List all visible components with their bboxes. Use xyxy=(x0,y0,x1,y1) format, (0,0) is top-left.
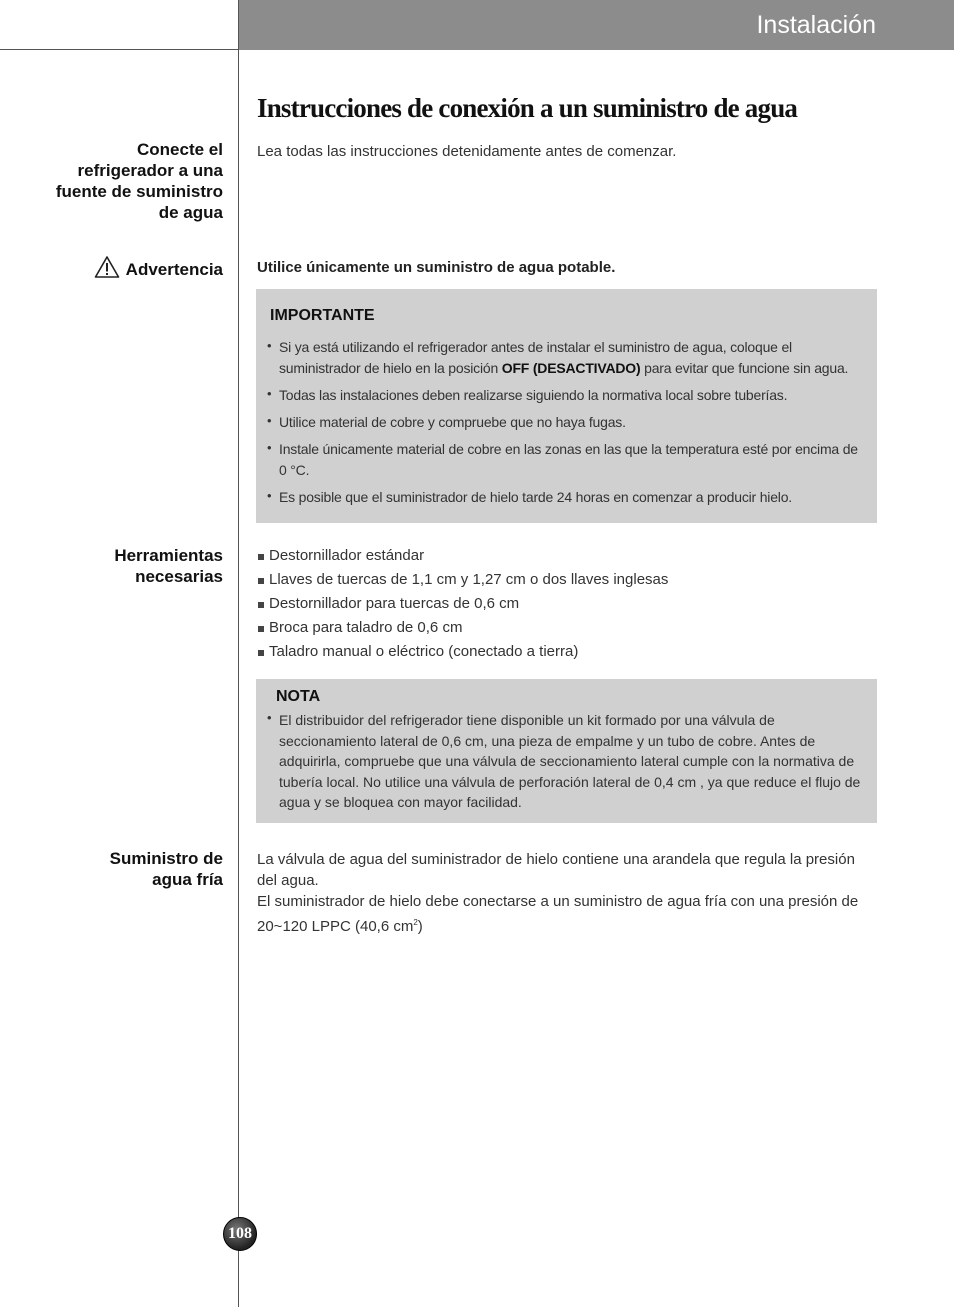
list-item: • Todas las instalaciones deben realizarse siguiendo la normativa local sobre tuberías. xyxy=(267,385,867,406)
list-item: Taladro manual o eléctrico (conectado a tierra) xyxy=(257,640,877,664)
important-box xyxy=(256,289,877,523)
side-label-warning xyxy=(94,255,223,284)
side-label-cold-water: Suministro de agua fría xyxy=(109,849,223,889)
warning-triangle-icon xyxy=(94,255,120,284)
list-item: Destornillador estándar xyxy=(257,544,877,568)
list-item: • Utilice material de cobre y compruebe que no haya fugas. xyxy=(267,412,867,433)
list-item: Destornillador para tuercas de 0,6 cm xyxy=(257,592,877,616)
cold-water-para1: La válvula de agua del suministrador de hielo contiene una arandela que regula la presión del agua. xyxy=(257,851,855,889)
list-item: • Instale únicamente material de cobre en las zonas en las que la temperatura esté por encima de 0 °C. xyxy=(267,439,867,481)
note-title: NOTA xyxy=(276,688,321,705)
list-item: Broca para taladro de 0,6 cm xyxy=(257,616,877,640)
page-title: Instrucciones de conexión a un suministro de agua xyxy=(257,93,798,123)
note-list xyxy=(267,710,865,813)
header-bar xyxy=(238,0,954,50)
section-title: Instalación xyxy=(756,11,876,39)
list-item: • Si ya está utilizando el refrigerador antes de instalar el suministro de agua, coloque el suministrador de hielo en la posición OFF (DESACTIVADO) para evitar que funcione sin agua. xyxy=(267,337,867,379)
cold-water-text xyxy=(257,849,867,937)
side-label-tools: Herramientas necesarias xyxy=(114,546,223,586)
intro-text: Lea todas las instrucciones detenidamente antes de comenzar. xyxy=(257,143,677,160)
cold-water-para2: El suministrador de hielo debe conectarse a un suministro de agua fría con una presión de 20~120 LPPC (40,6 $cm^2$) xyxy=(257,893,859,935)
important-list xyxy=(267,337,867,508)
tools-list xyxy=(257,544,877,664)
column-divider xyxy=(238,0,239,1307)
list-item: • Es posible que el suministrador de hielo tarde 24 horas en comenzar a producir hielo. xyxy=(267,487,867,508)
list-item: • El distribuidor del refrigerador tiene disponible un kit formado por una válvula de seccionamiento lateral de 0,6 cm, una pieza de empalme y un tubo de cobre. Antes de adquirirla, compruebe que una válvula de seccionamiento lateral cumple con la normativa de tubería local. No utilice una válvula de perforación lateral de 0,4 cm , ya que reduce el flujo de agua y se bloquea con mayor facilidad. xyxy=(267,710,865,813)
list-item: Llaves de tuercas de 1,1 cm y 1,27 cm o dos llaves inglesas xyxy=(257,568,877,592)
note-box xyxy=(256,679,877,823)
important-title: IMPORTANTE xyxy=(270,307,375,324)
page-number: 108 xyxy=(223,1217,257,1251)
side-label-connect: Conecte el refrigerador a una fuente de suministro de agua xyxy=(55,140,223,222)
warning-text: Utilice únicamente un suministro de agua potable. xyxy=(257,259,616,276)
header-divider xyxy=(0,49,238,50)
warning-label: Advertencia xyxy=(125,260,223,279)
